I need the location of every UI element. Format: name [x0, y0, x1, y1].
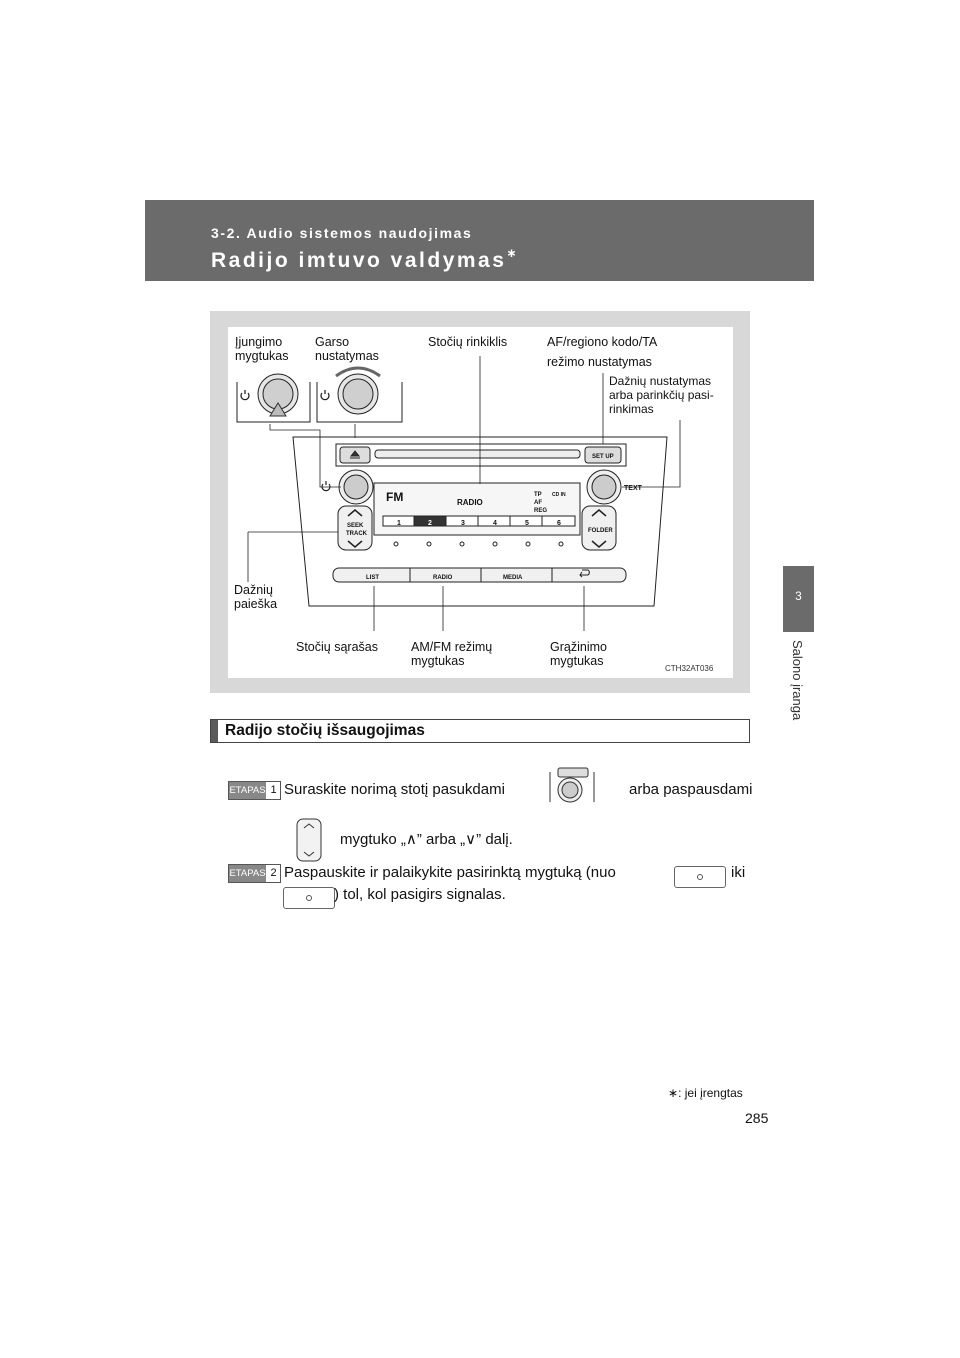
folder-label: FOLDER	[588, 528, 613, 534]
preset-2: 2	[428, 520, 432, 527]
section-heading	[210, 719, 750, 743]
step-2-badge-label: ETAPAS	[229, 865, 266, 882]
footnote-mark: ∗	[668, 1086, 679, 1100]
label-power: Įjungimo mygtukas	[235, 335, 289, 363]
preset-5: 5	[525, 520, 529, 527]
step-1-number: 1	[270, 784, 277, 796]
figure-code: CTH32AT036	[665, 664, 714, 673]
preset-button-1-icon	[674, 866, 726, 888]
step-2-text-b: iki	[731, 864, 746, 881]
text-key-label: TEXT	[624, 485, 642, 492]
preset-button-6-icon	[283, 887, 335, 909]
step-2-text-a: Paspauskite ir palaikykite pasirinktą mygtuką (nuo	[284, 864, 616, 881]
label-freq: Dažnių nustatymas arba parinkčių pasi- rinkimas	[609, 374, 714, 416]
footnote-text: : jei įrengtas	[678, 1086, 743, 1100]
footnote	[668, 1086, 743, 1100]
preset-6: 6	[557, 520, 561, 527]
label-list: Stočių sąrašas	[296, 640, 378, 654]
step-2-text-c: ) tol, kol pasigirs signalas.	[334, 886, 506, 903]
chapter-tab: 3	[783, 566, 814, 632]
label-tuner: Stočių rinkiklis	[428, 335, 508, 349]
display-reg: REG	[534, 508, 548, 514]
section-path: 3-2. Audio sistemos naudojimas	[211, 225, 473, 241]
label-seek: Dažnių paieška	[234, 583, 278, 611]
step-1-badge	[228, 781, 281, 800]
step-1-badge-label: ETAPAS	[229, 782, 266, 799]
setup-key-label: SET UP	[592, 454, 614, 460]
display-tp: TP	[534, 492, 542, 498]
step-1-text-b: arba paspausdami	[629, 781, 753, 798]
seek-label-top: SEEK	[347, 523, 364, 529]
step-2-badge	[228, 864, 281, 883]
display-radio: RADIO	[457, 498, 483, 507]
display-af: AF	[534, 500, 542, 506]
preset-1: 1	[397, 520, 401, 527]
section-heading-text: Radijo stočių išsaugojimas	[225, 722, 425, 739]
preset-dots	[394, 542, 563, 546]
step-1-text-a: Suraskite norimą stotį pasukdami	[284, 781, 505, 798]
step-1-text-c: mygtuko „∧” arba „∨” dalį.	[340, 831, 513, 848]
section-heading-bar	[211, 720, 218, 742]
step-2-number: 2	[270, 867, 277, 879]
media-key-label: MEDIA	[503, 575, 523, 581]
display-cdin: CD IN	[552, 492, 566, 498]
volume-knob-inset-icon	[321, 368, 380, 414]
seek-label-bottom: TRACK	[346, 531, 367, 537]
label-amfm: AM/FM režimų mygtukas	[411, 640, 493, 668]
seek-track-button-icon	[295, 817, 323, 863]
page-number: 285	[745, 1110, 769, 1126]
chapter-tab-label: Salono įranga	[790, 640, 805, 721]
label-back: Grąžinimo mygtukas	[550, 640, 607, 668]
preset-3: 3	[461, 520, 465, 527]
tune-knob-icon	[548, 766, 598, 806]
label-volume: Garso nustatymas	[315, 335, 379, 363]
radio-key-label: RADIO	[433, 575, 453, 581]
title-asterisk: ∗	[506, 246, 517, 260]
preset-4: 4	[493, 520, 497, 527]
label-af: AF/regiono kodo/TA	[547, 335, 658, 349]
display-band: FM	[386, 490, 404, 504]
list-key-label: LIST	[366, 575, 379, 581]
page-title-text: Radijo imtuvo valdymas	[211, 249, 507, 272]
power-knob-inset-icon	[241, 374, 298, 416]
label-af-line2: režimo nustatymas	[547, 355, 652, 369]
